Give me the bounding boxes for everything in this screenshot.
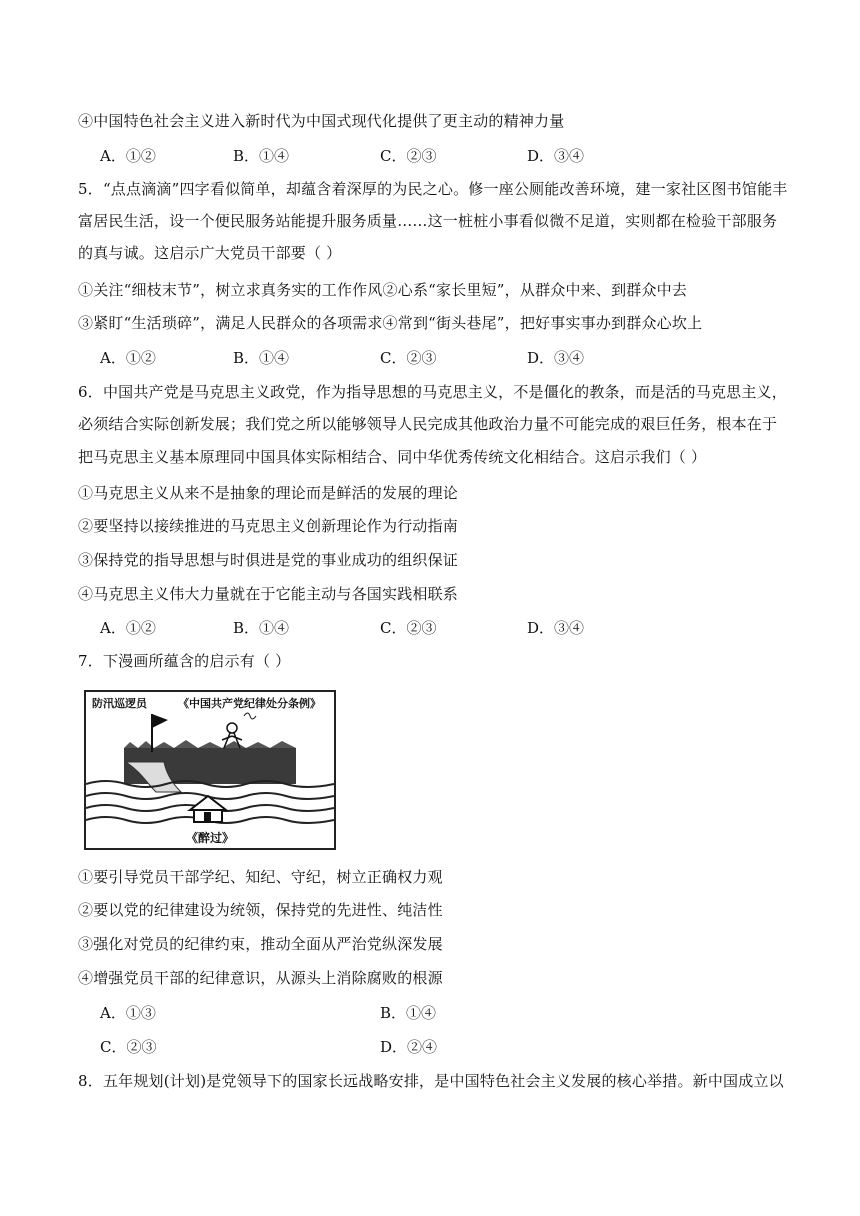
cartoon-drawing	[86, 692, 334, 848]
q6-item-1: ①马克思主义从来不是抽象的理论而是鲜活的发展的理论	[78, 484, 459, 502]
q4-item-4: ④中国特色社会主义进入新时代为中国式现代化提供了更主动的精神力量	[78, 112, 565, 130]
q5-item-34: ③紧盯“生活琐碎”，满足人民群众的各项需求④常到“街头巷尾”，把好事实事办到群众心坎上	[78, 314, 703, 332]
q6-stem-line-2: 必须结合实际创新发展；我们党之所以能够领导人民完成其他政治力量不可能完成的艰巨任务，根本在于	[78, 415, 778, 433]
cartoon-caption: 《醉过》	[185, 831, 234, 845]
q6-option-a[interactable]: A．①②	[100, 619, 156, 637]
q7-item-3: ③强化对党员的纪律约束，推动全面从严治党纵深发展	[78, 935, 443, 953]
q5-option-b[interactable]: B．①④	[233, 349, 290, 367]
q5-option-d[interactable]: D．③④	[527, 349, 585, 367]
q4-option-c[interactable]: C．②③	[380, 147, 437, 165]
q6-item-2: ②要坚持以接续推进的马克思主义创新理论作为行动指南	[78, 517, 459, 535]
q8-stem: 8．五年规划(计划)是党领导下的国家长远战略安排，是中国特色社会主义发展的核心举措。新中国成立以	[78, 1072, 784, 1090]
q5-stem-line-1: 5．“点点滴滴”四字看似简单，却蕴含着深厚的为民之心。修一座公厕能改善环境，建一家社区图书馆能丰	[78, 180, 788, 198]
q6-item-3: ③保持党的指导思想与时俱进是党的事业成功的组织保证	[78, 551, 459, 569]
q7-option-b[interactable]: B．①④	[380, 1004, 437, 1022]
q6-stem-line-1: 6．中国共产党是马克思主义政党，作为指导思想的马克思主义，不是僵化的教条，而是活的马克思主义，	[78, 383, 787, 401]
q5-option-a[interactable]: A．①②	[100, 349, 156, 367]
q7-item-4: ④增强党员干部的纪律意识，从源头上消除腐败的根源	[78, 969, 443, 987]
q5-stem-line-3: 的真与诚。这启示广大党员干部要（ ）	[78, 244, 342, 262]
q7-option-d[interactable]: D．②④	[380, 1038, 438, 1056]
q5-item-12: ①关注“细枝末节”，树立求真务实的工作作风②心系“家长里短”，从群众中来、到群众中去	[78, 281, 688, 299]
cartoon-label-patrol: 防汛巡逻员	[92, 697, 147, 710]
q4-option-d[interactable]: D．③④	[527, 147, 585, 165]
q7-stem: 7．下漫画所蕴含的启示有（ ）	[78, 652, 291, 670]
cartoon-label-book: 《中国共产党纪律处分条例》	[178, 697, 321, 710]
q4-option-b[interactable]: B．①④	[233, 147, 290, 165]
q5-stem-line-2: 富居民生活，设一个便民服务站能提升服务质量……这一桩桩小事看似微不足道，实则都在检验干部服务	[78, 212, 778, 230]
q6-option-b[interactable]: B．①④	[233, 619, 290, 637]
q7-option-a[interactable]: A．①③	[100, 1004, 156, 1022]
q4-option-a[interactable]: A．①②	[100, 147, 156, 165]
q5-option-c[interactable]: C．②③	[380, 349, 437, 367]
q7-option-c[interactable]: C．②③	[100, 1038, 157, 1056]
q7-item-2: ②要以党的纪律建设为统领，保持党的先进性、纯洁性	[78, 901, 443, 919]
flood-cartoon-image	[84, 690, 336, 850]
q6-stem-line-3: 把马克思主义基本原理同中国具体实际相结合、同中华优秀传统文化相结合。这启示我们（ ）	[78, 448, 707, 466]
q6-item-4: ④马克思主义伟大力量就在于它能主动与各国实践相联系	[78, 585, 459, 603]
q6-option-c[interactable]: C．②③	[380, 619, 437, 637]
q7-item-1: ①要引导党员干部学纪、知纪、守纪，树立正确权力观	[78, 868, 443, 886]
q6-option-d[interactable]: D．③④	[527, 619, 585, 637]
